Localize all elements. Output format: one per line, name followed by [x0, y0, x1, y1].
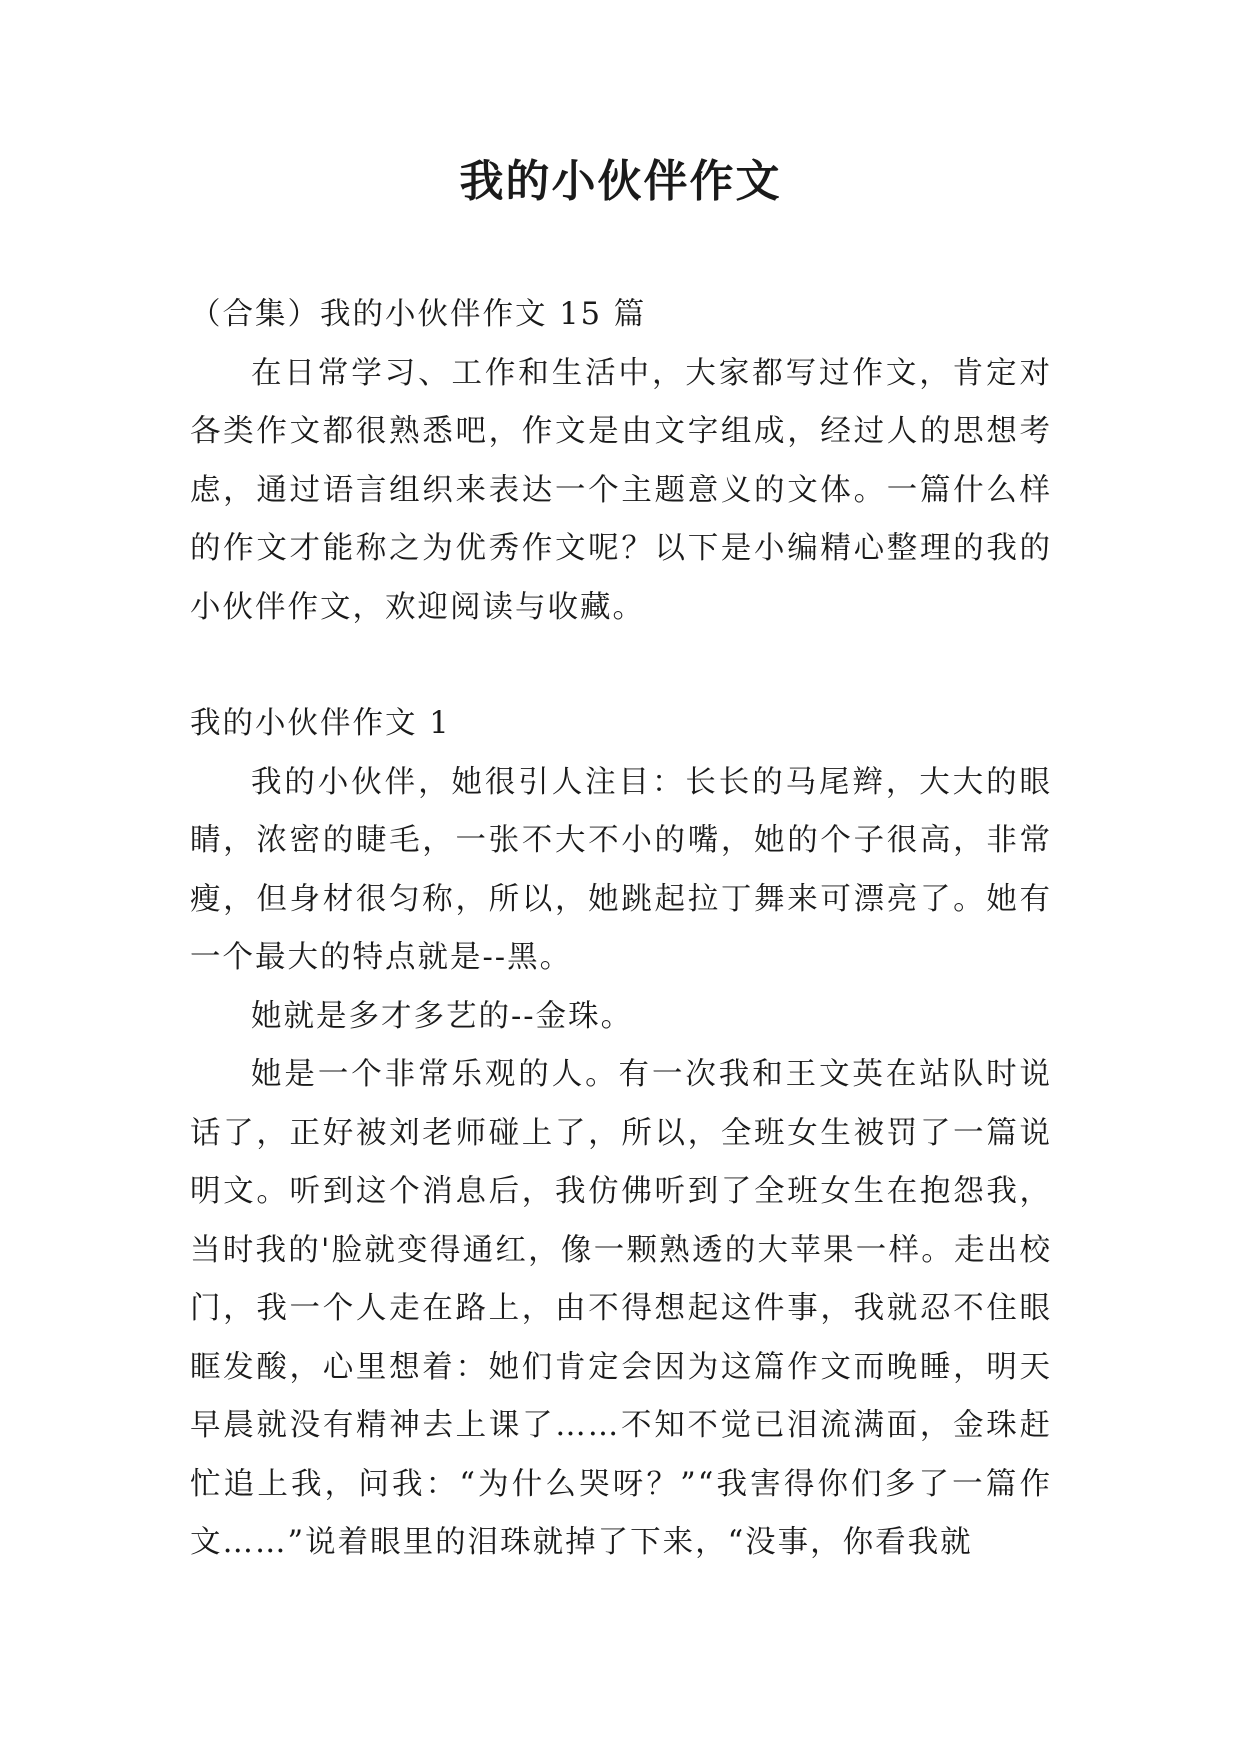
collection-subtitle: （合集）我的小伙伴作文 15 篇 [190, 297, 647, 332]
body-paragraph: 她是一个非常乐观的人。有一次我和王文英在站队时说话了，正好被刘老师碰上了，所以，全班女生被罚了一篇说明文。听到这个消息后，我仿佛听到了全班女生在抱怨我，当时我的'脸就变得通红，像一颗熟透的大苹果一样。走出校门，我一个人走在路上，由不得想起这件事，我就忍不住眼眶发酸，心里想着：她们肯定会因为这篇作文而晚睡，明天早晨就没有精神去上课了……不知不觉已泪流满面，金珠赶忙追上我，问我：“为什么哭呀？”“我害得你们多了一篇作文……”说着眼里的泪珠就掉了下来，“没事，你看我就 [190, 1057, 1052, 1560]
section-heading: 我的小伙伴作文 1 [190, 706, 451, 741]
body-paragraph: 我的小伙伴，她很引人注目：长长的马尾辫，大大的眼睛，浓密的睫毛，一张不大不小的嘴，她的个子很高，非常瘦，但身材很匀称，所以，她跳起拉丁舞来可漂亮了。她有一个最大的特点就是--黑。 [190, 764, 1052, 975]
document-title: 我的小伙伴作文 [459, 156, 782, 207]
body-paragraph: 她就是多才多艺的--金珠。 [251, 998, 634, 1034]
document-body [190, 286, 1052, 1573]
intro-paragraph: 在日常学习、工作和生活中，大家都写过作文，肯定对各类作文都很熟悉吧，作文是由文字组成，经过人的思想考虑，通过语言组织来表达一个主题意义的文体。一篇什么样的作文才能称之为优秀作文呢？以下是小编精心整理的我的小伙伴作文，欢迎阅读与收藏。 [190, 355, 1052, 625]
